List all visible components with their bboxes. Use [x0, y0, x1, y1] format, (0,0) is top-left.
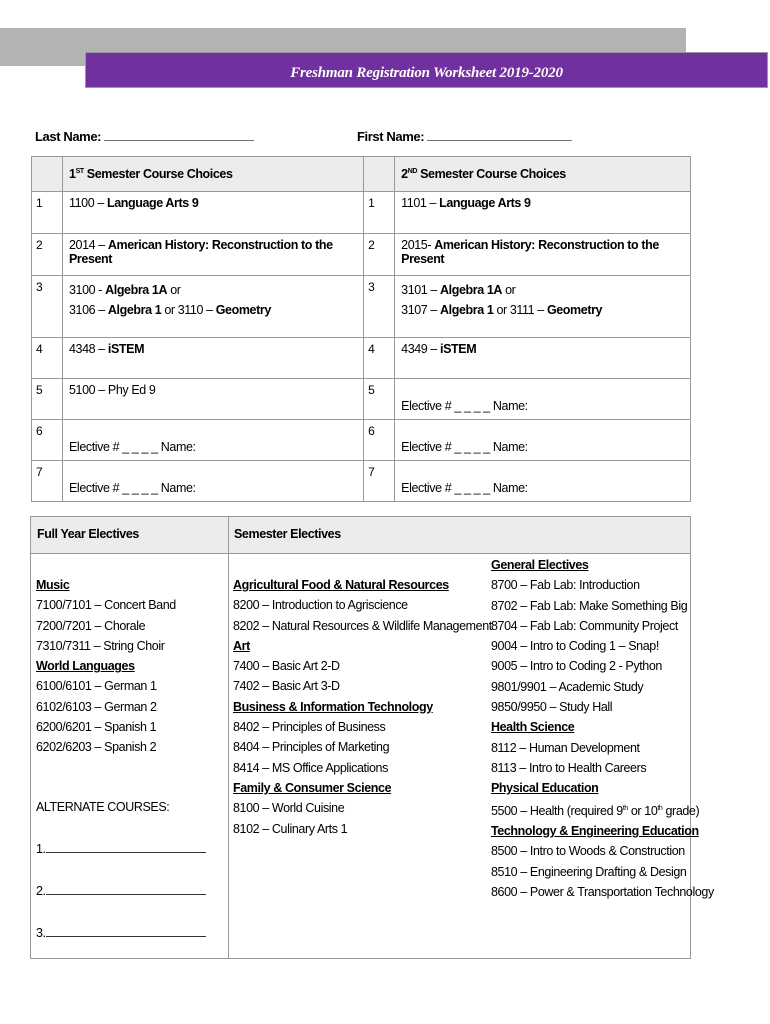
list-item: 8202 – Natural Resources & Wildlife Management [233, 618, 492, 633]
table-row [32, 192, 691, 234]
pe-title: Physical Education [491, 781, 599, 796]
list-item: 8102 – Culinary Arts 1 [233, 821, 348, 836]
sem2-course: 4349 – iSTEM [395, 338, 691, 379]
list-item: 6102/6103 – German 2 [36, 699, 157, 714]
sem2-course: 3101 – Algebra 1A or 3107 – Algebra 1 or 3111 – Geometry [395, 276, 691, 338]
sem1-header: 1ST Semester Course Choices [63, 157, 364, 192]
electives-header [31, 517, 690, 554]
list-item: 8402 – Principles of Business [233, 720, 386, 735]
list-item: 8702 – Fab Lab: Make Something Big [491, 598, 688, 613]
row-number: 6 [364, 420, 395, 461]
list-item: 8704 – Fab Lab: Community Project [491, 618, 678, 633]
sem2-course: 2015- American History: Reconstruction to the Present [395, 234, 691, 276]
list-item: 7402 – Basic Art 3-D [233, 679, 340, 694]
list-item: 6100/6101 – German 1 [36, 679, 157, 694]
row-number: 5 [364, 379, 395, 420]
full-year-header: Full Year Electives [37, 527, 139, 541]
row-number: 4 [32, 338, 63, 379]
sem1-course: 4348 – iSTEM [63, 338, 364, 379]
sem2-elective[interactable]: Elective # _ _ _ _ Name: [395, 461, 691, 502]
row-number: 1 [32, 192, 63, 234]
list-item: 9005 – Intro to Coding 2 - Python [491, 659, 662, 674]
sem2-elective[interactable]: Elective # _ _ _ _ Name: [395, 420, 691, 461]
sem1-elective[interactable]: Elective # _ _ _ _ Name: [63, 420, 364, 461]
semester-choices-table [31, 156, 691, 502]
alternate-title: ALTERNATE COURSES: [36, 800, 170, 814]
general-title: General Electives [491, 558, 589, 572]
worksheet-title: Freshman Registration Worksheet 2019-2020 [290, 65, 563, 81]
last-name-field[interactable] [35, 128, 254, 144]
list-item: 7200/7201 – Chorale [36, 618, 146, 633]
health-title: Health Science [491, 720, 575, 735]
family-title: Family & Consumer Science [233, 780, 392, 795]
list-item: 8112 – Human Development [491, 740, 640, 755]
list-item: 8510 – Engineering Drafting & Design [491, 864, 687, 879]
alternate-line-1[interactable]: 1. [36, 839, 206, 859]
semester-column-left [233, 575, 492, 839]
sem1-course: 1100 – Language Arts 9 [63, 192, 364, 234]
semester-column-right [491, 555, 714, 902]
row-number: 7 [364, 461, 395, 502]
list-item: 9004 – Intro to Coding 1 – Snap! [491, 639, 659, 654]
sem2-course: 1101 – Language Arts 9 [395, 192, 691, 234]
row-number: 1 [364, 192, 395, 234]
art-title: Art [233, 638, 250, 653]
sem1-elective[interactable]: Elective # _ _ _ _ Name: [63, 461, 364, 502]
sem1-course: 2014 – American History: Reconstruction to the Present [63, 234, 364, 276]
list-item: 8700 – Fab Lab: Introduction [491, 578, 640, 593]
row-number: 3 [32, 276, 63, 338]
table-row [32, 461, 691, 502]
tech-title: Technology & Engineering Education [491, 824, 699, 839]
list-item: 8113 – Intro to Health Careers [491, 760, 647, 775]
alternate-courses [36, 797, 206, 943]
list-item: 8100 – World Cuisine [233, 801, 345, 816]
table-row [32, 276, 691, 338]
last-name-blank[interactable] [104, 128, 254, 141]
row-number: 5 [32, 379, 63, 420]
row-number: 3 [364, 276, 395, 338]
table-row [32, 420, 691, 461]
world-languages-title: World Languages [36, 659, 135, 674]
alternate-line-3[interactable]: 3. [36, 923, 206, 943]
row-number: 2 [32, 234, 63, 276]
agri-title: Agricultural Food & Natural Resources [233, 578, 449, 592]
sem1-course: 5100 – Phy Ed 9 [63, 379, 364, 420]
last-name-label: Last Name: [35, 129, 102, 144]
table-row [32, 338, 691, 379]
first-name-blank[interactable] [427, 128, 572, 141]
row-number: 7 [32, 461, 63, 502]
sem2-header: 2ND Semester Course Choices [395, 157, 691, 192]
list-item: 8500 – Intro to Woods & Construction [491, 844, 685, 859]
list-item: 8404 – Principles of Marketing [233, 740, 390, 755]
table-header-row [32, 157, 691, 192]
list-item: 7310/7311 – String Choir [36, 638, 165, 653]
list-item: 9801/9901 – Academic Study [491, 679, 644, 694]
list-item: 9850/9950 – Study Hall [491, 700, 613, 715]
list-item: 6200/6201 – Spanish 1 [36, 720, 157, 735]
row-number: 6 [32, 420, 63, 461]
list-item: 8600 – Power & Transportation Technology [491, 884, 714, 899]
sem2-elective[interactable]: Elective # _ _ _ _ Name: [395, 379, 691, 420]
row-number: 2 [364, 234, 395, 276]
list-item: 8414 – MS Office Applications [233, 760, 388, 775]
electives-section [30, 516, 714, 959]
first-name-label: First Name: [357, 129, 425, 144]
table-row [32, 379, 691, 420]
table-row [32, 234, 691, 276]
column-divider [228, 517, 229, 958]
list-item: 7100/7101 – Concert Band [36, 598, 176, 613]
semester-electives-header: Semester Electives [234, 527, 341, 541]
title-banner [85, 52, 768, 88]
first-name-field[interactable] [357, 128, 572, 144]
row-number: 4 [364, 338, 395, 379]
full-year-column [36, 575, 176, 758]
business-title: Business & Information Technology [233, 699, 433, 714]
sem1-course: 3100 - Algebra 1A or 3106 – Algebra 1 or 3110 – Geometry [63, 276, 364, 338]
list-item: 7400 – Basic Art 2-D [233, 659, 340, 674]
alternate-line-2[interactable]: 2. [36, 881, 206, 901]
list-item: 5500 – Health (required 9th or 10th grade) [491, 803, 700, 818]
music-title: Music [36, 578, 70, 592]
list-item: 8200 – Introduction to Agriscience [233, 598, 408, 613]
list-item: 6202/6203 – Spanish 2 [36, 740, 157, 755]
